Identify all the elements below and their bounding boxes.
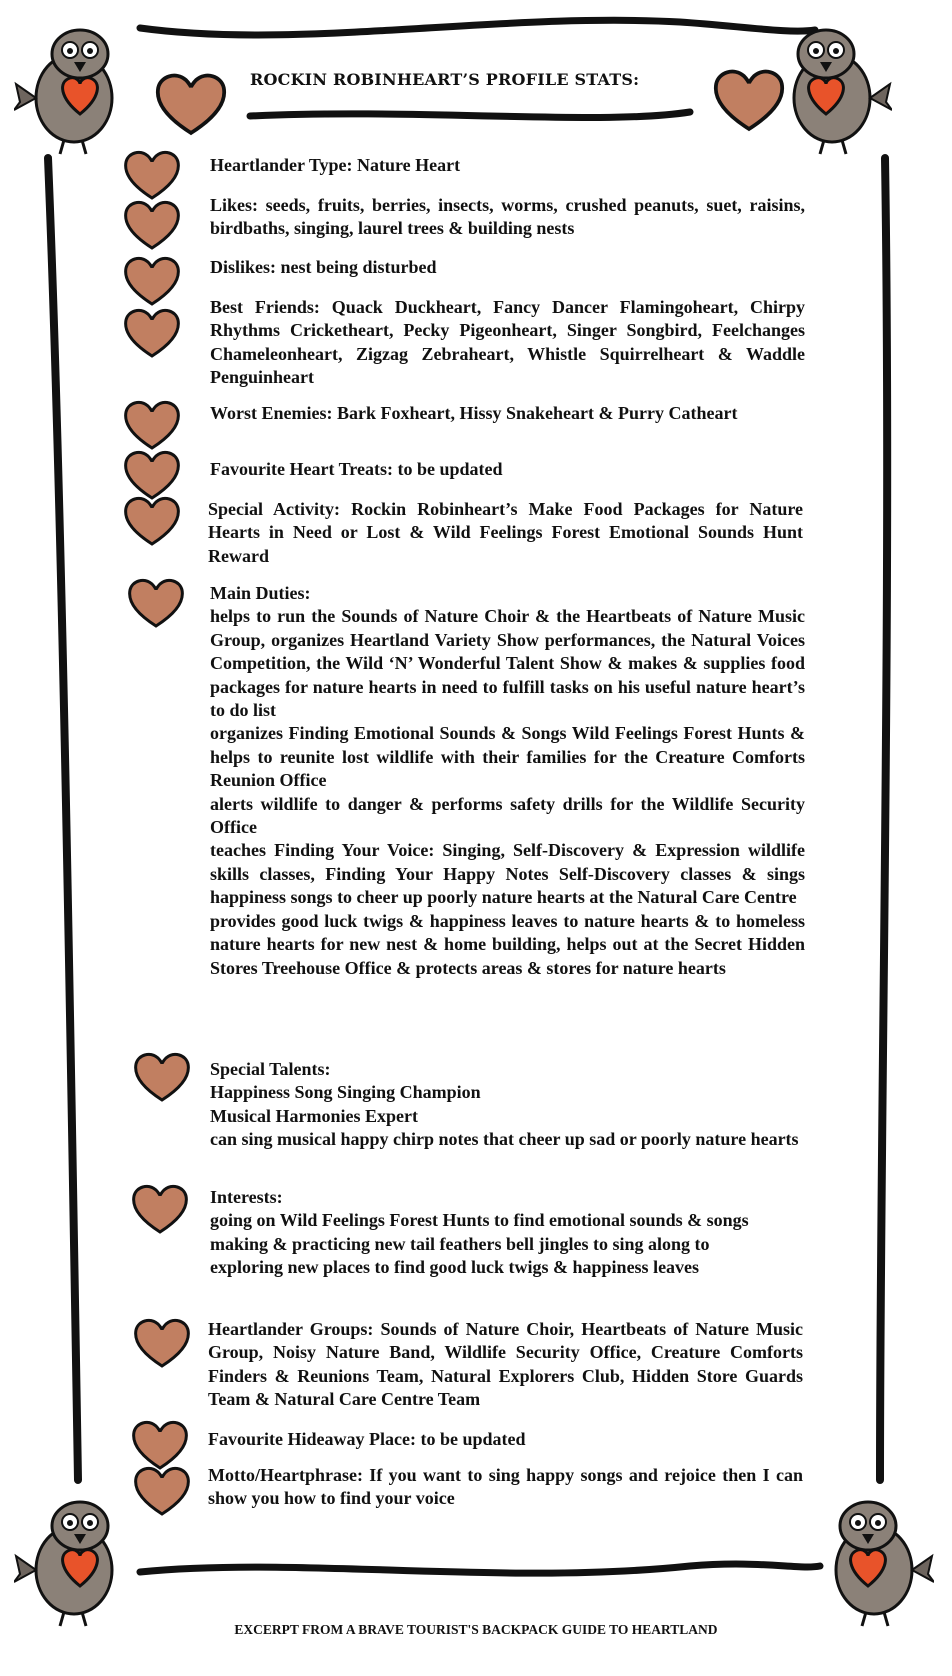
entry-heading: Special Talents: <box>210 1059 331 1079</box>
heart-icon <box>150 70 232 138</box>
interest-line: making & practicing new tail feathers bell jingles to sing along to <box>210 1233 710 1254</box>
heart-icon <box>122 494 182 548</box>
heart-icon <box>122 198 182 252</box>
page-title: ROCKIN ROBINHEART’S PROFILE STATS: <box>250 70 640 89</box>
robin-icon <box>784 28 892 156</box>
entry-favourite-treats: Favourite Heart Treats: to be updated <box>210 459 503 479</box>
heart-icon <box>122 254 182 308</box>
entry-interests <box>210 1186 805 1280</box>
talent-line: Happiness Song Singing Champion <box>210 1082 481 1103</box>
entry-heading: Interests: <box>210 1187 283 1207</box>
entry-likes: Likes: seeds, fruits, berries, insects, worms, crushed peanuts, suet, raisins, birdbaths, singing, laurel trees & building nests <box>210 195 805 239</box>
interest-line: going on Wild Feelings Forest Hunts to find emotional sounds & songs <box>210 1210 749 1231</box>
heart-icon <box>126 576 186 630</box>
heart-icon <box>708 66 790 134</box>
duty-line: organizes Finding Emotional Sounds & Songs Wild Feelings Forest Hunts & helps to reunite lost wildlife with their families for the Creature Comforts Reunion Office <box>210 723 805 791</box>
entry-heading: Main Duties: <box>210 583 311 603</box>
entry-best-friends: Best Friends: Quack Duckheart, Fancy Dancer Flamingoheart, Chirpy Rhythms Cricketheart, Pecky Pigeonheart, Singer Songbird, Feelchanges Chameleonheart, Zigzag Zebraheart, Whistle Squirrelheart & Waddle Penguinheart <box>210 297 805 388</box>
duty-line: helps to run the Sounds of Nature Choir & the Heartbeats of Nature Music Group, organizes Heartland Variety Show performances, the Natural Voices Competition, the Wild ‘N’ Wonderful Talent Show & makes & supplies food packages for nature hearts in need to fulfill tasks on his useful nature heart’s to do list <box>210 606 805 721</box>
talent-line: Musical Harmonies Expert <box>210 1105 418 1126</box>
entry-special-activity: Special Activity: Rockin Robinheart’s Make Food Packages for Nature Hearts in Need or Lost & Wild Feelings Forest Emotional Sounds Hunt Reward <box>208 499 803 566</box>
robin-icon <box>826 1500 934 1628</box>
heart-icon <box>132 1050 192 1104</box>
heart-icon <box>122 306 182 360</box>
duty-line: provides good luck twigs & happiness leaves to nature hearts & to homeless nature hearts for new nest & home building, helps out at the Secret Hidden Stores Treehouse Office & protects areas & stores for nature hearts <box>210 910 805 978</box>
heart-icon <box>132 1464 192 1518</box>
entry-hideaway-place: Favourite Hideaway Place: to be updated <box>208 1429 526 1449</box>
entry-worst-enemies: Worst Enemies: Bark Foxheart, Hissy Snakeheart & Purry Catheart <box>210 403 738 423</box>
duty-line: alerts wildlife to danger & performs safety drills for the Wildlife Security Office <box>210 793 805 838</box>
heart-icon <box>122 398 182 452</box>
duty-line: teaches Finding Your Voice: Singing, Self-Discovery & Expression wildlife skills classes, Finding Your Happy Notes Self-Discovery classes & sings happiness songs to cheer up poorly nature hearts at the Natural Care Centre <box>210 840 805 908</box>
footer-caption: EXCERPT FROM A BRAVE TOURIST'S BACKPACK GUIDE TO HEARTLAND <box>234 1622 718 1637</box>
entry-dislikes: Dislikes: nest being disturbed <box>210 257 437 277</box>
entry-motto: Motto/Heartphrase: If you want to sing happy songs and rejoice then I can show you how to find your voice <box>208 1465 803 1509</box>
talent-line: can sing musical happy chirp notes that cheer up sad or poorly nature hearts <box>210 1129 799 1150</box>
entry-heartlander-groups: Heartlander Groups: Sounds of Nature Choir, Heartbeats of Nature Music Group, Noisy Nature Band, Wildlife Security Office, Creature Comforts Finders & Reunions Team, Natural Explorers Club, Hidden Store Guards Team & Natural Care Centre Team <box>208 1319 803 1410</box>
entry-main-duties <box>210 582 805 980</box>
robin-icon <box>14 1500 122 1628</box>
interest-line: exploring new places to find good luck twigs & happiness leaves <box>210 1257 700 1278</box>
heart-icon <box>130 1182 190 1236</box>
robin-icon <box>14 28 122 156</box>
entry-heartlander-type: Heartlander Type: Nature Heart <box>210 155 461 175</box>
heart-icon <box>132 1316 192 1370</box>
heart-icon <box>122 148 182 202</box>
entry-special-talents <box>210 1058 805 1152</box>
